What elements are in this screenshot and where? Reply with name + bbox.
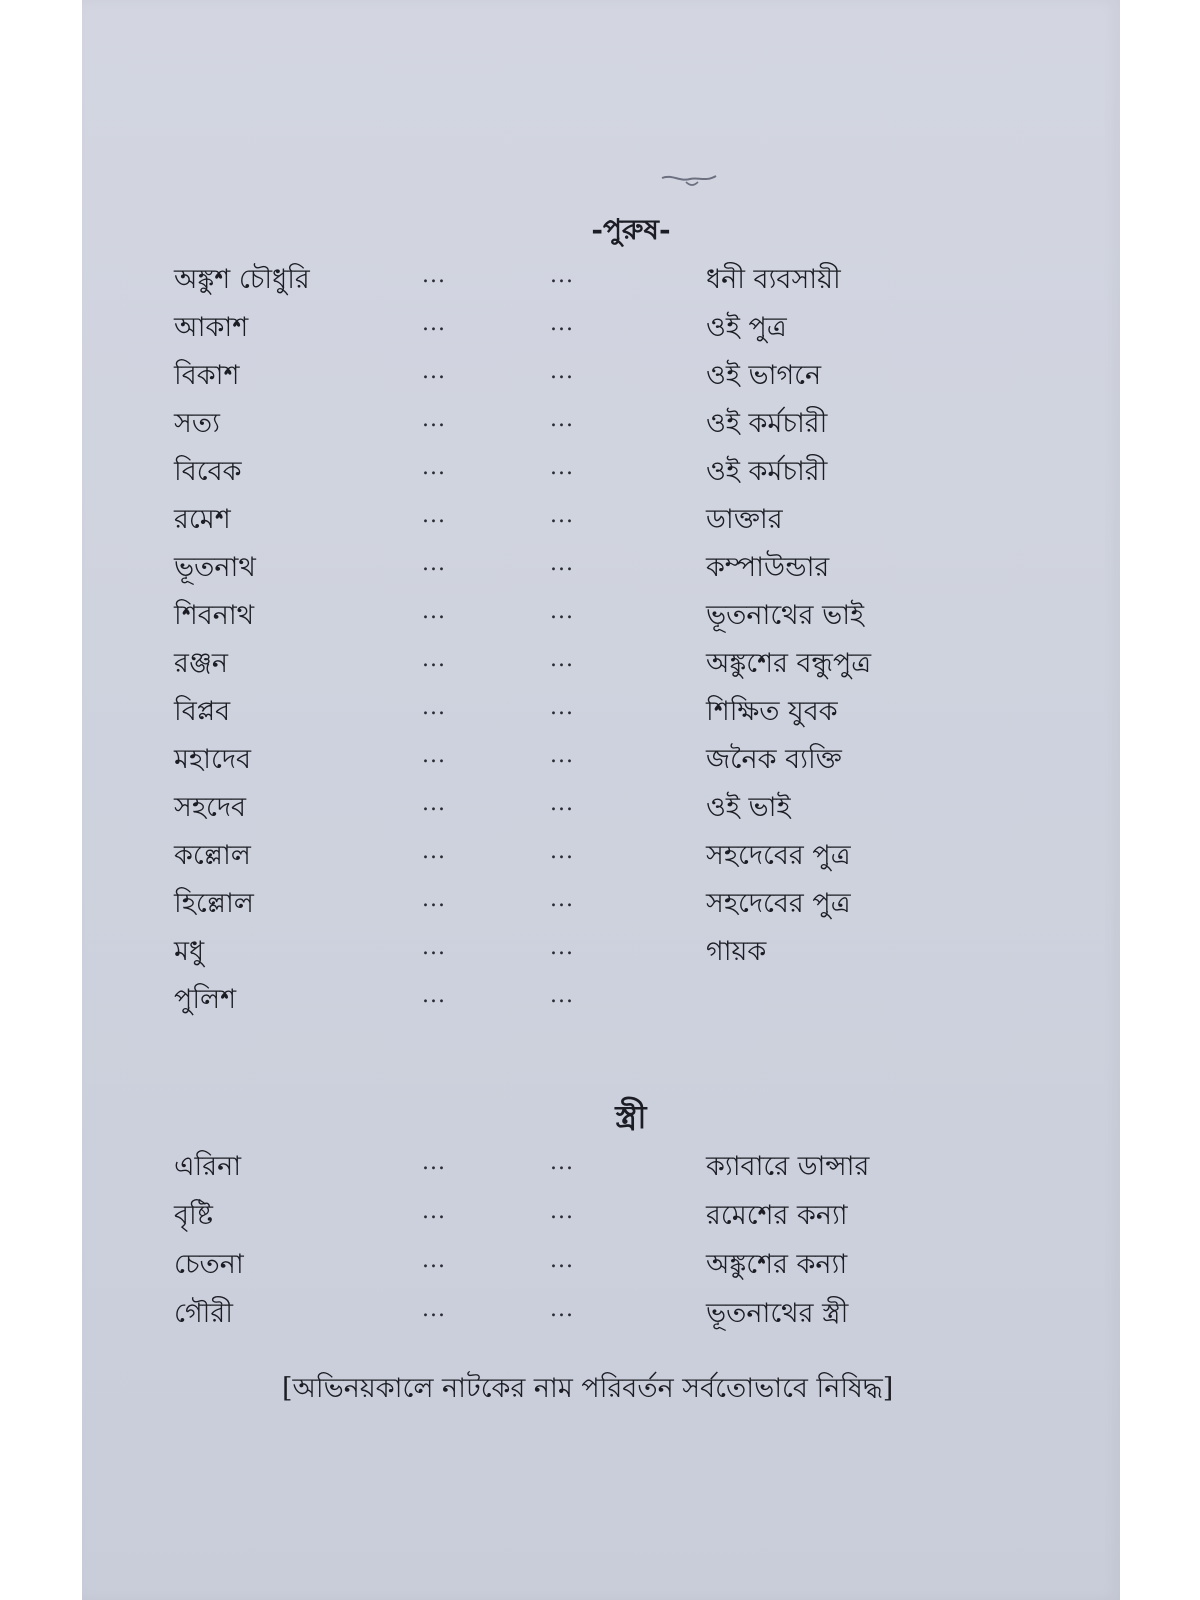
character-role: ডাক্তার [706,504,783,535]
female-cast-list [82,1142,1120,1338]
leader-dots: ... [422,263,446,288]
cast-row [82,1289,1120,1338]
cast-row [82,736,1120,784]
cast-row [82,832,1120,880]
cast-row [82,448,1120,496]
character-name: কল্লোল [174,840,251,871]
character-role: ওই পুত্র [706,312,787,343]
leader-dots: ... [550,1199,574,1224]
character-role: গায়ক [706,936,767,967]
cast-row [82,784,1120,832]
leader-dots: ... [550,887,574,912]
character-role: ভূতনাথের ভাই [706,600,865,631]
character-name: সহদেব [174,792,247,823]
leader-dots: ... [422,407,446,432]
character-role: ওই কর্মচারী [706,408,828,439]
leader-dots: ... [550,743,574,768]
footnote-prohibition: [অভিনয়কালে নাটকের নাম পরিবর্তন সর্বতোভাবে নিষিদ্ধ] [282,1373,894,1404]
leader-dots: ... [550,359,574,384]
character-name: মধু [174,936,205,967]
leader-dots: ... [422,743,446,768]
leader-dots: ... [550,503,574,528]
character-name: রঞ্জন [174,648,229,679]
leader-dots: ... [422,1199,446,1224]
cast-row [82,400,1120,448]
character-name: রমেশ [174,504,231,535]
character-name: গৌরী [174,1298,233,1329]
cast-row [82,352,1120,400]
leader-dots: ... [550,839,574,864]
character-name: বৃষ্টি [174,1200,213,1231]
leader-dots: ... [550,1150,574,1175]
character-name: চেতনা [174,1249,244,1280]
character-role: জনৈক ব্যক্তি [706,744,842,775]
character-role: সহদেবের পুত্র [706,888,851,919]
leader-dots: ... [550,551,574,576]
character-name: বিকাশ [174,360,240,391]
cast-row [82,640,1120,688]
male-cast-list [82,256,1120,1024]
cast-row [82,976,1120,1024]
leader-dots: ... [422,935,446,960]
leader-dots: ... [550,791,574,816]
cast-row [82,256,1120,304]
character-name: সত্য [174,408,220,439]
leader-dots: ... [550,599,574,624]
leader-dots: ... [550,311,574,336]
character-name: বিবেক [174,456,242,487]
cast-row [82,1191,1120,1240]
leader-dots: ... [422,839,446,864]
character-name: পুলিশ [174,984,237,1015]
character-name: বিপ্লব [174,696,231,727]
leader-dots: ... [550,935,574,960]
character-name: আকাশ [174,312,249,343]
cast-row [82,592,1120,640]
leader-dots: ... [550,455,574,480]
character-role: সহদেবের পুত্র [706,840,851,871]
cast-row [82,1240,1120,1289]
leader-dots: ... [422,983,446,1008]
ornament-flourish-icon [660,170,720,190]
cast-row [82,304,1120,352]
leader-dots: ... [422,503,446,528]
male-cast-heading: -পুরুষ- [591,213,671,246]
leader-dots: ... [422,1248,446,1273]
leader-dots: ... [550,1248,574,1273]
leader-dots: ... [422,551,446,576]
leader-dots: ... [550,263,574,288]
leader-dots: ... [422,311,446,336]
leader-dots: ... [550,695,574,720]
character-role: অঙ্কুশের কন্যা [706,1249,848,1280]
character-role: ওই ভাগনে [706,360,822,391]
character-name: ভূতনাথ [174,552,256,583]
character-role: ওই কর্মচারী [706,456,828,487]
leader-dots: ... [422,359,446,384]
character-name: শিবনাথ [174,600,255,631]
character-role: ক্যাবারে ডান্সার [706,1151,870,1182]
character-name: অঙ্কুশ চৌধুরি [174,264,310,295]
leader-dots: ... [422,647,446,672]
leader-dots: ... [550,1297,574,1322]
leader-dots: ... [422,1150,446,1175]
character-role: রমেশের কন্যা [706,1200,848,1231]
cast-row [82,544,1120,592]
leader-dots: ... [550,407,574,432]
female-cast-heading: স্ত্রী [615,1098,647,1136]
character-name: মহাদেব [174,744,252,775]
leader-dots: ... [422,599,446,624]
leader-dots: ... [422,1297,446,1322]
character-role: ধনী ব্যবসায়ী [706,264,841,295]
character-role: ভূতনাথের স্ত্রী [706,1298,849,1329]
cast-row [82,928,1120,976]
character-name: এরিনা [174,1151,242,1182]
leader-dots: ... [550,983,574,1008]
leader-dots: ... [550,647,574,672]
leader-dots: ... [422,791,446,816]
character-role: ওই ভাই [706,792,791,823]
book-page [82,0,1120,1600]
character-role: কম্পাউন্ডার [706,552,830,583]
character-role: শিক্ষিত যুবক [706,696,838,727]
leader-dots: ... [422,887,446,912]
cast-row [82,1142,1120,1191]
leader-dots: ... [422,455,446,480]
cast-row [82,688,1120,736]
character-name: হিল্লোল [174,888,254,919]
cast-row [82,496,1120,544]
leader-dots: ... [422,695,446,720]
cast-row [82,880,1120,928]
character-role: অঙ্কুশের বন্ধুপুত্র [706,648,872,679]
